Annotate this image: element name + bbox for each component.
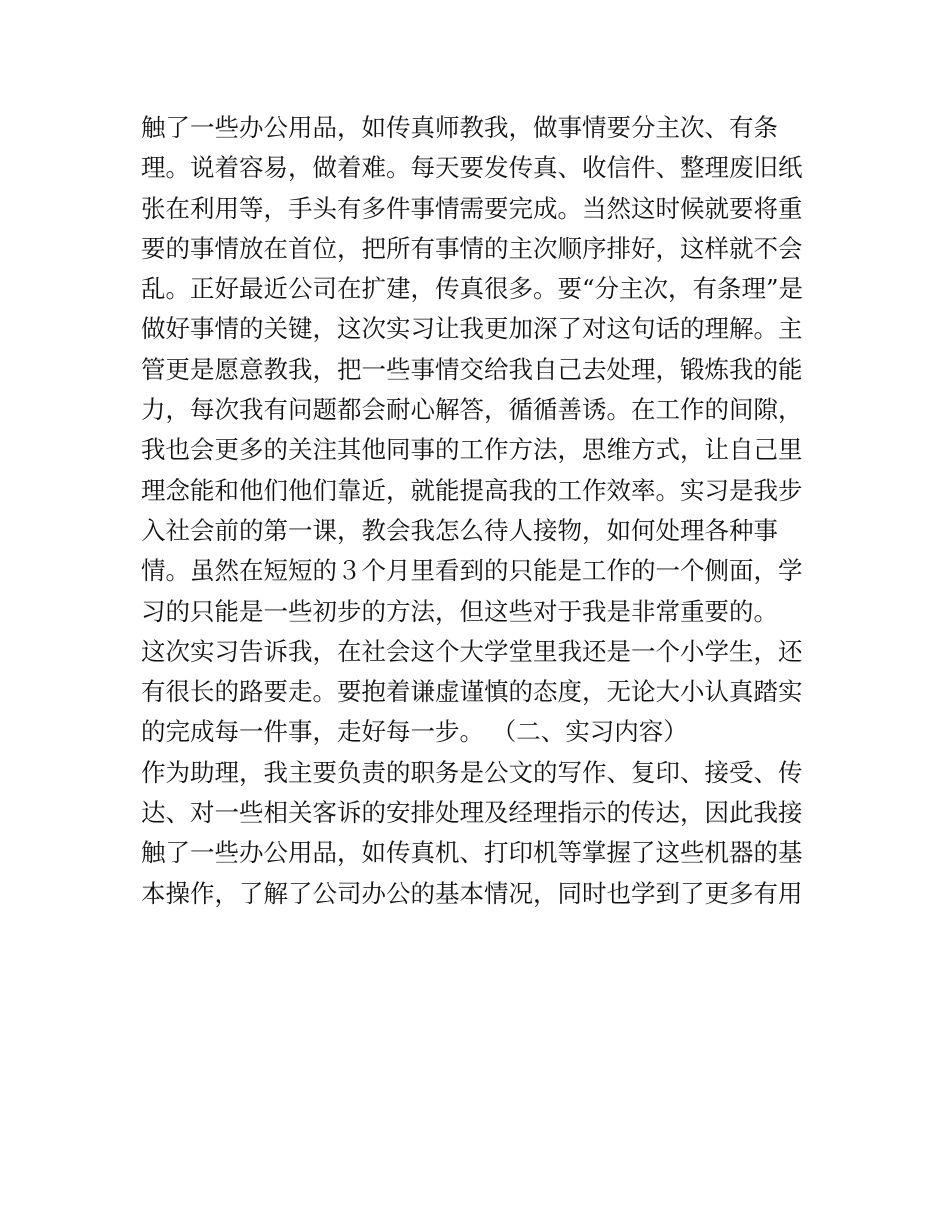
text-line: 管更是愿意教我，把一些事情交给我自己去处理，锻炼我的能 xyxy=(141,354,803,384)
text-line: 理。说着容易，做着难。每天要发传真、收信件、整理废旧纸 xyxy=(141,153,803,183)
text-line: 作为助理，我主要负责的职务是公文的写作、复印、接受、传 xyxy=(141,757,803,787)
text-line: 达、对一些相关客诉的安排处理及经理指示的传达，因此我接 xyxy=(141,798,803,828)
text-line: 情。虽然在短短的３个月里看到的只能是工作的一个侧面，学 xyxy=(141,556,803,586)
body-text xyxy=(141,108,821,914)
text-line: 理念能和他们他们靠近，就能提高我的工作效率。实习是我步 xyxy=(141,475,803,505)
text-line: 做好事情的关键，这次实习让我更加深了对这句话的理解。主 xyxy=(141,314,803,344)
text-line: 力，每次我有问题都会耐心解答，循循善诱。在工作的间隙， xyxy=(141,395,803,425)
text-line: 的完成每一件事，走好每一步。 （二、实习内容） xyxy=(141,717,688,747)
text-line: 有很长的路要走。要抱着谦虚谨慎的态度，无论大小认真踏实 xyxy=(141,677,803,707)
text-line: 张在利用等，手头有多件事情需要完成。当然这时候就要将重 xyxy=(141,193,803,223)
text-line: 乱。正好最近公司在扩建，传真很多。要“分主次，有条理”是 xyxy=(141,274,804,304)
text-line: 这次实习告诉我，在社会这个大学堂里我还是一个小学生，还 xyxy=(141,636,803,666)
text-line: 要的事情放在首位，把所有事情的主次顺序排好，这样就不会 xyxy=(141,233,803,263)
text-line: 入社会前的第一课，教会我怎么待人接物，如何处理各种事 xyxy=(141,515,778,545)
text-line: 习的只能是一些初步的方法，但这些对于我是非常重要的。 xyxy=(141,596,778,626)
text-line: 触了一些办公用品，如传真师教我，做事情要分主次、有条 xyxy=(141,113,778,142)
text-line: 触了一些办公用品，如传真机、打印机等掌握了这些机器的基 xyxy=(141,838,803,868)
text-line: 我也会更多的关注其他同事的工作方法，思维方式，让自己里 xyxy=(141,435,803,465)
text-line: 本操作，了解了公司办公的基本情况，同时也学到了更多有用 xyxy=(141,878,803,908)
